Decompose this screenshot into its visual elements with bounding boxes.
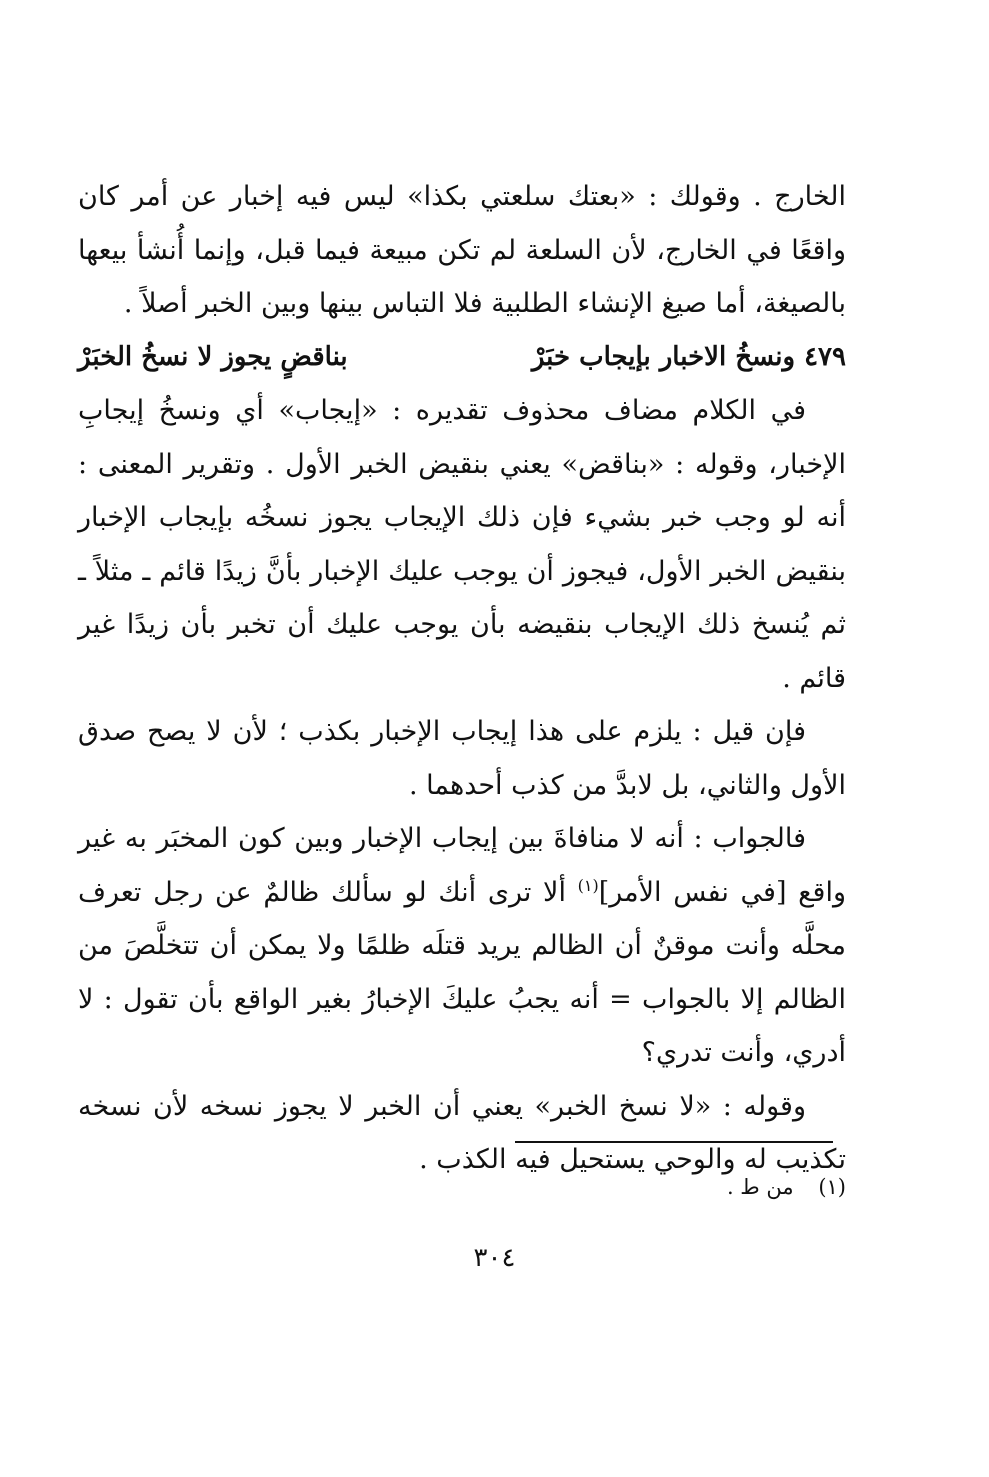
footnote-reference[interactable]: (١): [577, 875, 599, 895]
footnote-divider: [515, 1141, 833, 1143]
footnote-text: من ط .: [726, 1175, 794, 1199]
verse-first-part: [532, 331, 846, 385]
verse-hemistich-2: بناقضٍ يجوز لا نسخُ الخبَرْ: [78, 341, 348, 372]
verse-hemistich-1: ونسخُ الاخبار بإيجاب خبَرْ: [531, 341, 796, 372]
verse-line: [78, 331, 846, 385]
paragraph-2: في الكلام مضاف محذوف تقديره : «إيجاب» أي ونسخُ إيجابِ الإخبار، وقوله : «بناقض» يعني بنقيض الخبر الأول . وتقرير المعنى : أنه لو وجب خبر بشيء فإن ذلك الإيجاب يجوز نسخُه بإيجاب الإخبار بنقيض الخبر الأول، فيجوز أن يوجب عليك الإخبار بأنَّ زيدًا قائم ـ مثلاً ـ ثم يُنسخ ذلك الإيجاب بنقيضه بأن يوجب عليك أن تخبر بأن زيدًا غير قائم .: [78, 395, 846, 694]
paragraph-3: فإن قيل : يلزم على هذا إيجاب الإخبار بكذب ؛ لأن لا يصح صدق الأول والثاني، بل لابدَّ من كذب أحدهما .: [78, 716, 846, 801]
paragraph-4-start: فالجواب : أنه لا منافاةَ بين إيجاب الإخبار وبين كون المخبَر به غير واقع [في نفس الأمر]: [78, 823, 846, 908]
page-number: ٣٠٤: [473, 1243, 516, 1273]
verse-number: ٤٧٩: [804, 341, 846, 372]
paragraph-5: وقوله : «لا نسخ الخبر» يعني أن الخبر لا يجوز نسخه لأن نسخه تكذيب له والوحي يستحيل فيه الكذب .: [78, 1090, 846, 1175]
paragraph-1: الخارج . وقولك : «بعتك سلعتي بكذا» ليس فيه إخبار عن أمر كان واقعًا في الخارج، لأن السلعة لم تكن مبيعة فيما قبل، وإنما أُنشأ بيعها بالصيغة، أما صيغ الإنشاء الطلبية فلا التباس بينها وبين الخبر أصلاً .: [78, 181, 846, 319]
main-text-block: [78, 170, 846, 1187]
footnote: [500, 1172, 846, 1202]
footnote-number: (١): [818, 1175, 846, 1199]
paragraph-4: [78, 812, 846, 1080]
paragraph-4-end: ألا ترى أنك لو سألك ظالمٌ عن رجل تعرف محلَّه وأنت موقنٌ أن الظالم يريد قتلَه ظلمًا ولا يمكن أن تتخلَّصَ من الظالم إلا بالجواب = أنه يجبُ عليكَ الإخبارُ بغير الواقع بأن تقول : لا أدري، وأنت تدري؟: [78, 876, 846, 1068]
